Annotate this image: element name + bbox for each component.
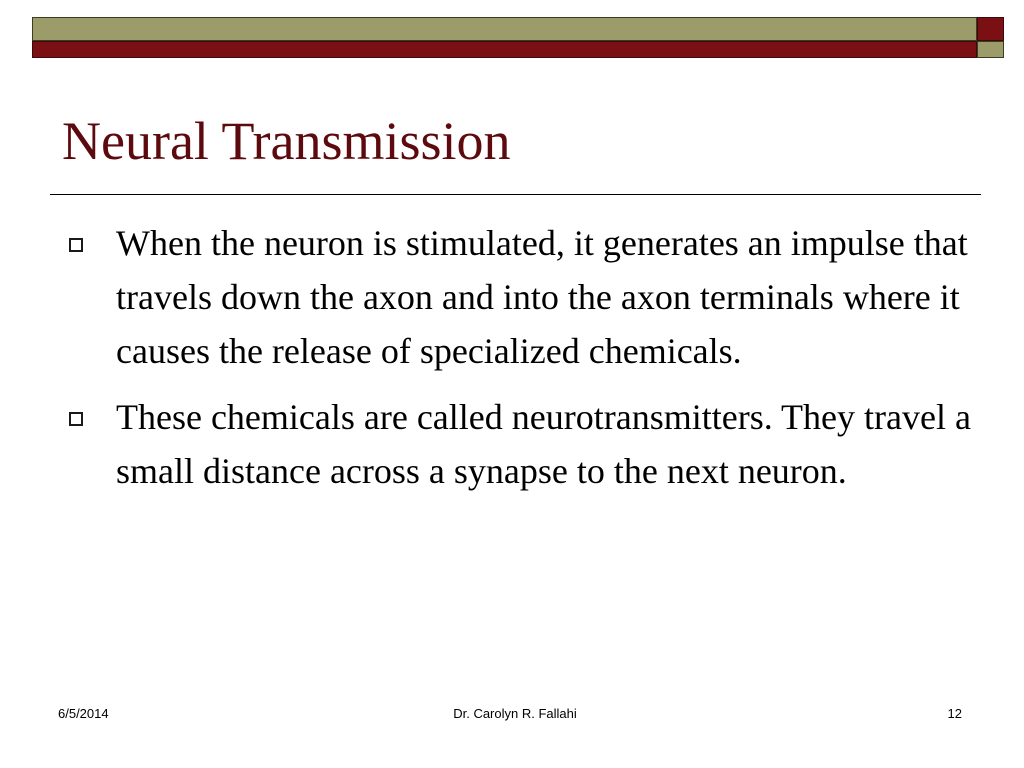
bullet-item (60, 390, 980, 498)
bullet-list (60, 216, 980, 510)
footer-author: Dr. Carolyn R. Fallahi (453, 706, 577, 721)
footer-date: 6/5/2014 (58, 706, 109, 721)
bullet-text: These chemicals are called neurotransmitters. They travel a small distance across a synapse to the next neuron. (116, 397, 971, 491)
hollow-square-bullet-icon (69, 412, 83, 426)
slide-title: Neural Transmission (62, 111, 511, 171)
title-divider (50, 194, 981, 195)
header-band-olive (32, 17, 977, 41)
header-corner-olive (977, 41, 1004, 58)
header-corner-maroon (977, 17, 1004, 41)
hollow-square-bullet-icon (69, 238, 83, 252)
bullet-text: When the neuron is stimulated, it generates an impulse that travels down the axon and into the axon terminals where it causes the release of specialized chemicals. (116, 223, 968, 371)
footer-page-number: 12 (947, 706, 962, 721)
bullet-item (60, 216, 980, 378)
header-band-maroon (32, 41, 977, 58)
